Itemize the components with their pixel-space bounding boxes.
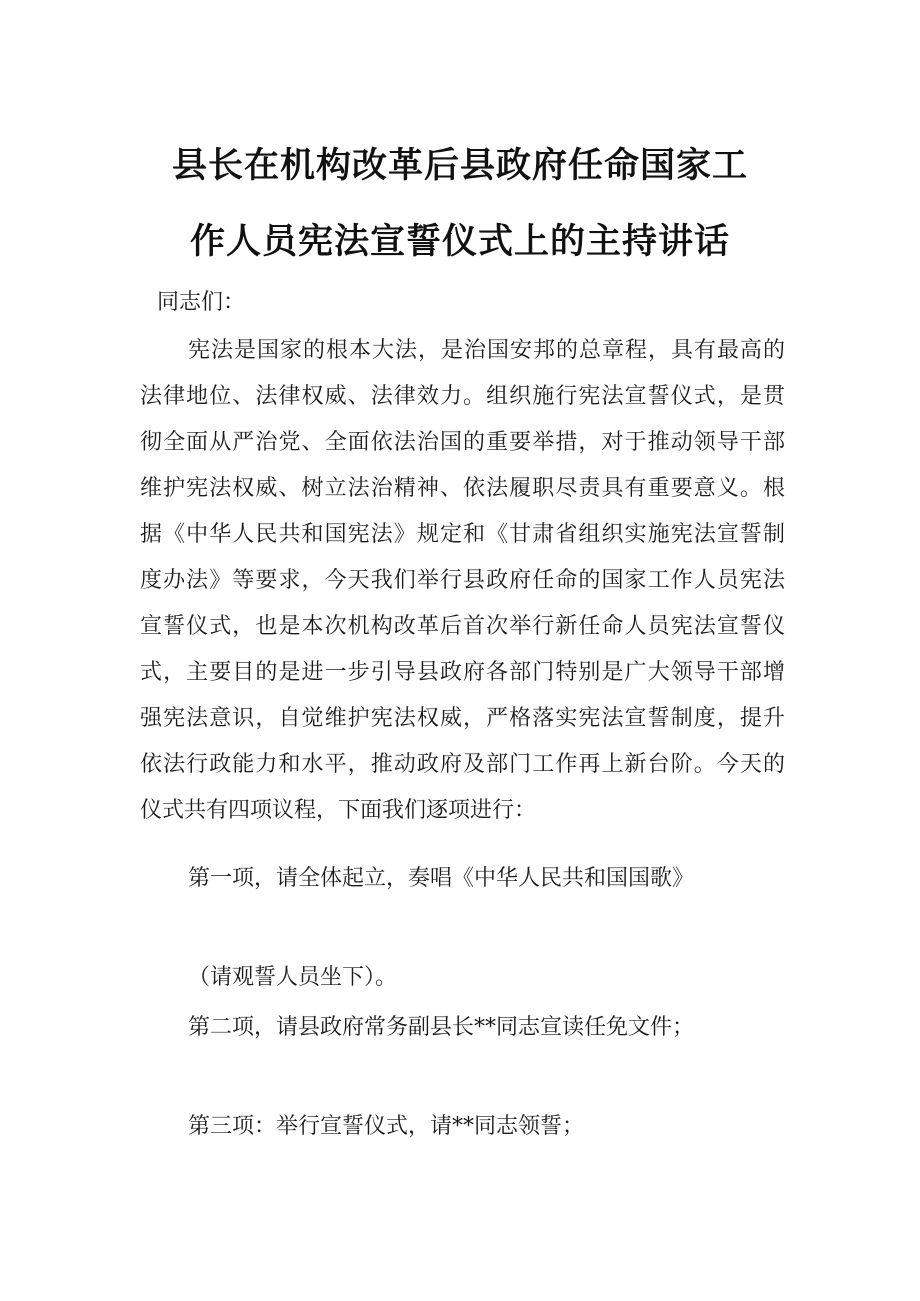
paragraph-line: 宣誓仪式，也是本次机构改革后首次举行新任命人员宪法宣誓仪 (140, 614, 785, 639)
paragraph-line: 据《中华人民共和国宪法》规定和《甘肃省组织实施宪法宣誓制 (140, 522, 785, 547)
document-title-line-1: 县长在机构改革后县政府任命国家工 (171, 146, 748, 186)
paragraph-line: 维护宪法权威、树立法治精神、依法履职尽责具有重要意义。根 (140, 476, 785, 501)
agenda-item-second: 第二项，请县政府常务副县长**同志宣读任免文件； (188, 1015, 695, 1040)
agenda-item-first: 第一项，请全体起立，奏唱《中华人民共和国国歌》 (188, 866, 695, 891)
paragraph-line: 法律地位、法律权威、法律效力。组织施行宪法宣誓仪式，是贯 (140, 384, 785, 409)
paragraph-line: 度办法》等要求，今天我们举行县政府任命的国家工作人员宪法 (140, 568, 785, 593)
paragraph-line: 依法行政能力和水平，推动政府及部门工作再上新台阶。今天的 (140, 752, 785, 777)
paragraph-line: 宪法是国家的根本大法，是治国安邦的总章程，具有最高的 (188, 338, 785, 363)
main-paragraph (140, 333, 785, 839)
paragraph-line: 彻全面从严治党、全面依法治国的重要举措，对于推动领导干部 (140, 430, 785, 455)
agenda-item-third: 第三项：举行宣誓仪式，请**同志领誓； (188, 1114, 585, 1139)
document-title-line-2: 作人员宪法宣誓仪式上的主持讲话 (189, 222, 730, 262)
paragraph-line: 仪式共有四项议程，下面我们逐项进行： (140, 798, 537, 823)
paragraph-line: 式，主要目的是进一步引导县政府各部门特别是广大领导干部增 (140, 660, 785, 685)
paragraph-line: 强宪法意识，自觉维护宪法权威，严格落实宪法宣誓制度，提升 (140, 706, 785, 731)
greeting: 同志们： (157, 290, 246, 315)
agenda-note: （请观誓人员坐下）。 (188, 965, 398, 990)
